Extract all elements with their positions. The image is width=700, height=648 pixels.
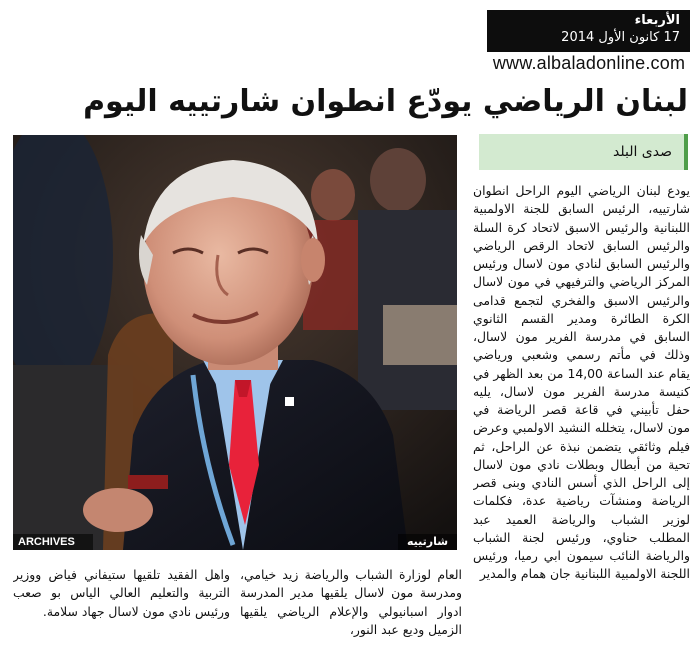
- dateline-box: [487, 10, 690, 52]
- photo-caption: شارتييه: [398, 534, 457, 550]
- headline: لبنان الرياضي يودّع انطوان شارتييه اليوم: [83, 84, 688, 119]
- site-url[interactable]: www.albaladonline.com: [492, 53, 686, 73]
- dateline-day: الأربعاء: [634, 13, 680, 28]
- article-photo: [13, 135, 457, 550]
- article-column-middle: العام لوزارة الشباب والرياضة زيد خيامي، ومدرسة مون لاسال يلقيها مدير المدرسة ادوار اسبانيولي والإعلام الرياضي يلقيها الزميل وديع عبد النور،: [240, 567, 462, 637]
- photo-credit: ARCHIVES: [13, 534, 93, 550]
- article-column-right: يودع لبنان الرياضي اليوم الراحل انطوان شارتييه، الرئيس السابق للجنة الاولمبية اللبنانية والرئيس الاسبق لاتحاد كرة السلة والرئيس السابق لاتحاد الرقص الرياضي والرئيس السابق لنادي مون لاسال ورئيس المركز الرياضي والترفيهي في مون لاسال والرئيس الاسبق والفخري لتجمع قدامى الكرة الطائرة ومدير القسم الثانوي السابق في مدرسة الفرير مون لاسال، وذلك في مأتم رسمي وشعبي ورياضي يقام عند الساعة 14,00 من بعد الظهر في كنيسة مدرسة الفرير مون لاسال، يليه حفل تأبيني في قاعة قصر الرياضة في مون لاسال، يتخلله النشيد الاولمبي وعرض فيلم وثائقي يتضمن نبذة عن الراحل، ثم تحية من أبطال وبطلات نادي مون لاسال إلى الراحل الذي أسس النادي وبنى قصر الرياضة ومنشآت رياضية عدة، فكلمات لوزير الشباب والرياضة العميد عبد المطلب حناوي، ورئيس لجنة الشباب والرياضة النائب سيمون ابي رميا، ورئيس اللجنة الاولمبية اللبنانية جان همام والمدير: [473, 183, 690, 582]
- portrait-illustration: [13, 135, 457, 550]
- author-byline: صدى البلد: [479, 134, 688, 170]
- dateline-date: 17 كانون الأول 2014: [561, 30, 680, 45]
- article-column-left: واهل الفقيد تلقيها ستيفاني فياض ووزير التربية والتعليم العالي الياس بو صعب ورئيس نادي مون لاسال جهاد سلامة.: [13, 567, 230, 619]
